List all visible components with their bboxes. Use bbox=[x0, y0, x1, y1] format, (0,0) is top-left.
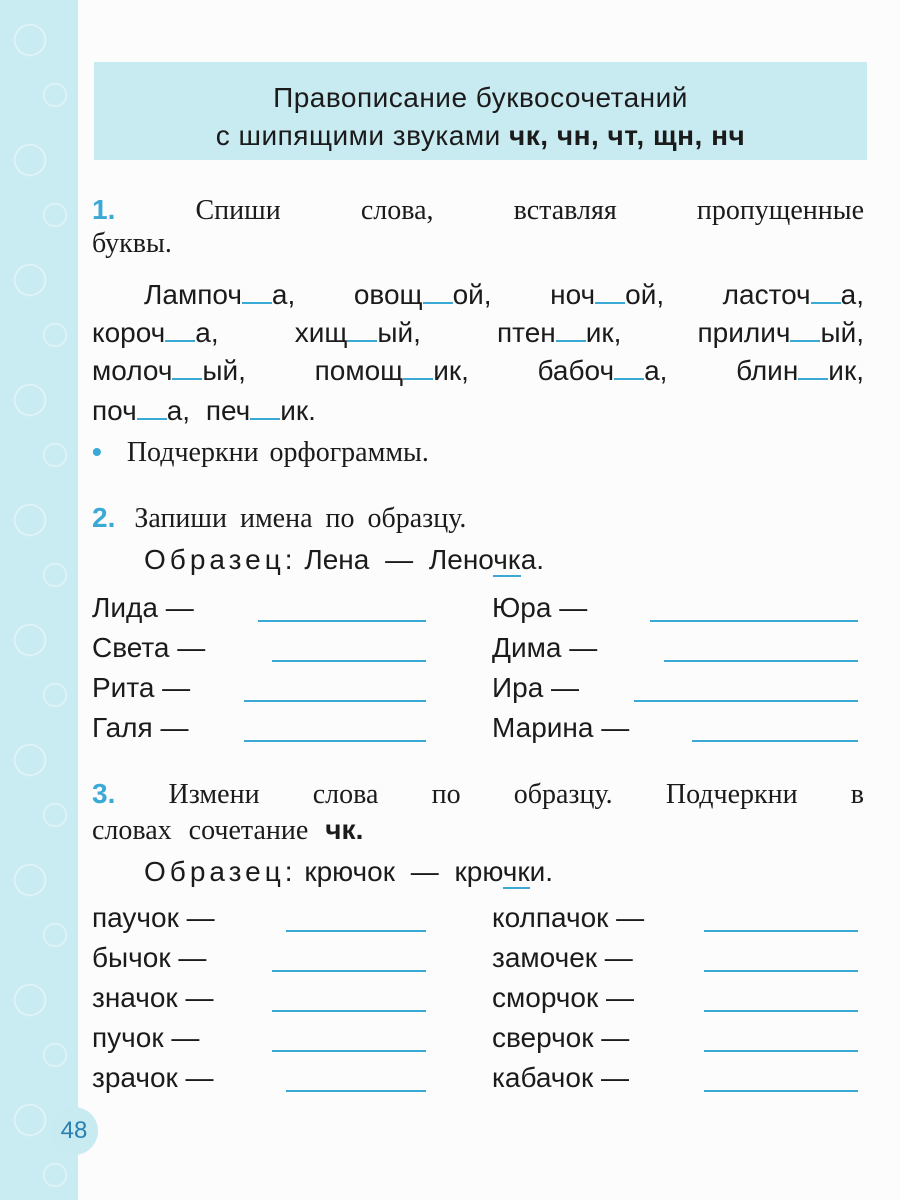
word-item: бычок — bbox=[92, 942, 207, 973]
answer-line[interactable] bbox=[272, 1050, 426, 1052]
answer-line[interactable] bbox=[286, 1090, 426, 1092]
answer-line[interactable] bbox=[650, 620, 858, 622]
exercise-2-instruction: 2. Запиши имена по образцу. bbox=[92, 502, 467, 534]
answer-line[interactable] bbox=[634, 700, 858, 702]
decorative-margin bbox=[0, 0, 78, 1200]
exercise-3-instruction: 3. Измени слова по образцу. Подчеркни в bbox=[92, 778, 865, 810]
letter-blank bbox=[165, 312, 195, 342]
name-item: Лида — bbox=[92, 592, 194, 623]
bullet-icon: • bbox=[92, 436, 102, 467]
answer-line[interactable] bbox=[704, 1010, 858, 1012]
answer-line[interactable] bbox=[272, 970, 426, 972]
letter-blank bbox=[790, 312, 820, 342]
name-item: Дима — bbox=[492, 632, 598, 663]
word-item: значок — bbox=[92, 982, 214, 1013]
page-number: 48 bbox=[50, 1107, 98, 1155]
answer-line[interactable] bbox=[692, 740, 858, 742]
letter-blank bbox=[137, 390, 167, 420]
answer-line[interactable] bbox=[664, 660, 858, 662]
topic-title-line2: с шипящими звуками чк, чн, чт, щн, нч bbox=[215, 120, 746, 151]
exercise-3-instruction-line2: словах сочетание чк. bbox=[92, 814, 364, 846]
topic-header bbox=[94, 62, 867, 160]
letter-blank bbox=[347, 312, 377, 342]
word-row-1: Лампоч а, овощ ой, ноч ой, ласточ а, bbox=[144, 274, 864, 311]
exercise-2-number: 2. bbox=[92, 502, 116, 533]
answer-line[interactable] bbox=[704, 1090, 858, 1092]
word-item: паучок — bbox=[92, 902, 215, 933]
word-row-4: поч а, печ ик. bbox=[92, 390, 316, 427]
exercise-3-sample: Образец: крючок — крючки. bbox=[144, 856, 554, 887]
name-item: Марина — bbox=[492, 712, 630, 743]
answer-line[interactable] bbox=[704, 930, 858, 932]
letter-blank bbox=[811, 274, 841, 304]
word-item: замочек — bbox=[492, 942, 633, 973]
letter-blank bbox=[614, 350, 644, 380]
word-item: кабачок — bbox=[492, 1062, 629, 1093]
word-row-2: короч а, хищ ый, птен ик, прилич ый, bbox=[92, 312, 864, 349]
word-row-3: молоч ый, помощ ик, бабоч а, блин ик, bbox=[92, 350, 864, 387]
word-item: пучок — bbox=[92, 1022, 200, 1053]
name-item: Галя — bbox=[92, 712, 189, 743]
answer-line[interactable] bbox=[704, 970, 858, 972]
answer-line[interactable] bbox=[272, 660, 426, 662]
workbook-page bbox=[78, 0, 900, 1200]
letter-blank bbox=[403, 350, 433, 380]
letter-blank bbox=[172, 350, 202, 380]
answer-line[interactable] bbox=[272, 1010, 426, 1012]
answer-line[interactable] bbox=[244, 740, 426, 742]
letter-blank bbox=[798, 350, 828, 380]
answer-line[interactable] bbox=[704, 1050, 858, 1052]
letter-blank bbox=[250, 390, 280, 420]
answer-line[interactable] bbox=[286, 930, 426, 932]
word-item: зрачок — bbox=[92, 1062, 214, 1093]
exercise-1-instruction: 1. Спиши слова, вставляя пропущенные bbox=[92, 194, 865, 226]
topic-title-line1: Правописание буквосочетаний bbox=[273, 82, 688, 113]
letter-blank bbox=[423, 274, 453, 304]
exercise-1-task: • Подчеркни орфограммы. bbox=[92, 436, 429, 468]
exercise-1-instruction-line2: буквы. bbox=[92, 228, 172, 259]
name-item: Ира — bbox=[492, 672, 580, 703]
answer-line[interactable] bbox=[244, 700, 426, 702]
letter-blank bbox=[556, 312, 586, 342]
name-item: Юра — bbox=[492, 592, 588, 623]
name-item: Рита — bbox=[92, 672, 191, 703]
letter-combinations: чк, чн, чт, щн, нч bbox=[509, 120, 746, 151]
name-item: Света — bbox=[92, 632, 206, 663]
letter-blank bbox=[242, 274, 272, 304]
exercise-3-number: 3. bbox=[92, 778, 116, 809]
letter-blank bbox=[595, 274, 625, 304]
exercise-2-sample: Образец: Лена — Леночка. bbox=[144, 544, 545, 575]
exercise-1-number: 1. bbox=[92, 194, 116, 225]
word-item: сморчок — bbox=[492, 982, 634, 1013]
answer-line[interactable] bbox=[258, 620, 426, 622]
word-item: сверчок — bbox=[492, 1022, 630, 1053]
word-item: колпачок — bbox=[492, 902, 645, 933]
